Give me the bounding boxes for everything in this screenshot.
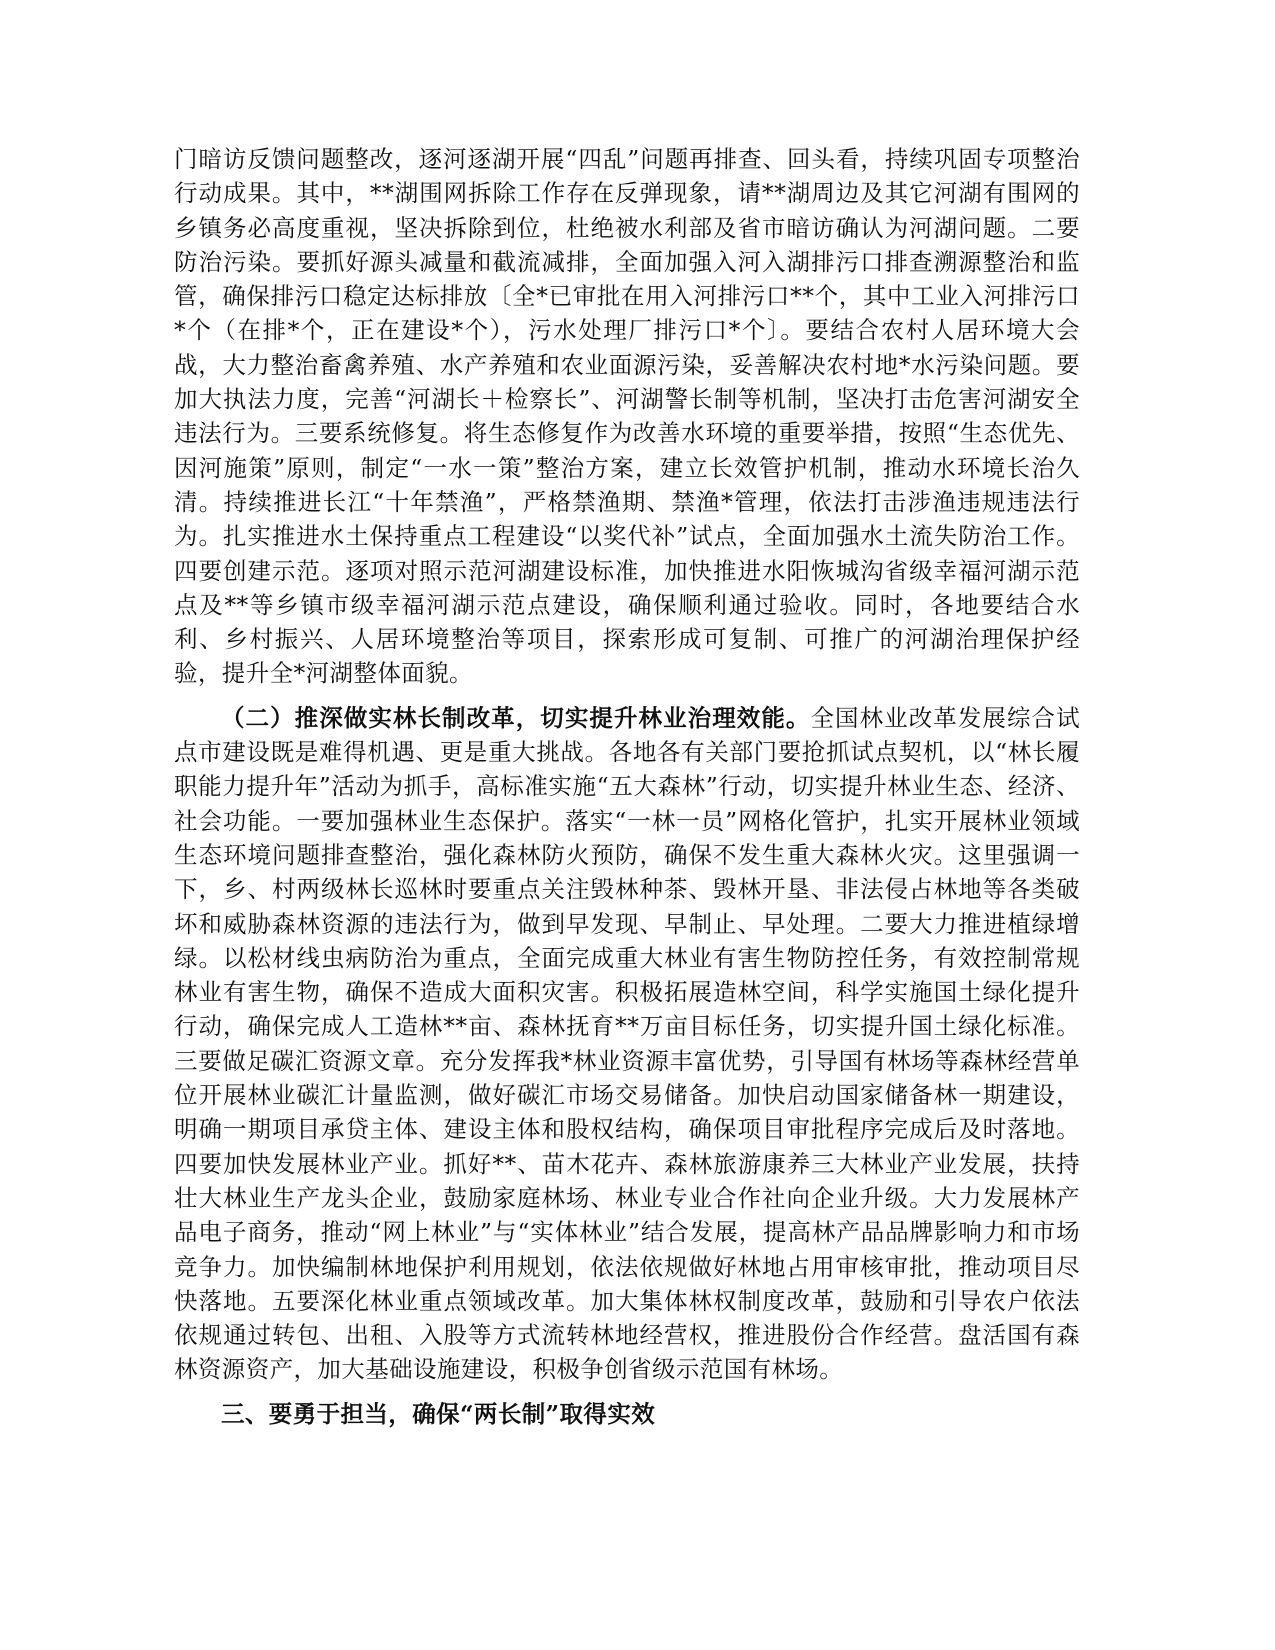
document-page	[174, 142, 1080, 1431]
body-paragraph-water: 门暗访反馈问题整改，逐河逐湖开展“四乱”问题再排查、回头看，持续巩固专项整治行动成果。其中，**湖围网拆除工作存在反弹现象，请**湖周边及其它河湖有围网的乡镇务必高度重视，坚决拆除到位，杜绝被水利部及省市暗访确认为河湖问题。二要防治污染。要抓好源头减量和截流减排，全面加强入河入湖排污口排查溯源整治和监管，确保排污口稳定达标排放〔全*已审批在用入河排污口**个，其中工业入河排污口*个（在排*个，正在建设*个），污水处理厂排污口*个〕。要结合农村人居环境大会战，大力整治畜禽养殖、水产养殖和农业面源污染，妥善解决农村地*水污染问题。要加大执法力度，完善“河湖长＋检察长”、河湖警长制等机制，坚决打击危害河湖安全违法行为。三要系统修复。将生态修复作为改善水环境的重要举措，按照“生态优先、因河施策”原则，制定“一水一策”整治方案，建立长效管护机制，推动水环境长治久清。持续推进长江“十年禁渔”，严格禁渔期、禁渔*管理，依法打击涉渔违规违法行为。扎实推进水土保持重点工程建设“以奖代补”试点，全面加强水土流失防治工作。四要创建示范。逐项对照示范河湖建设标准，加快推进水阳恢城沟省级幸福河湖示范点及**等乡镇市级幸福河湖示范点建设，确保顺利通过验收。同时，各地要结合水利、乡村振兴、人居环境整治等项目，探索形成可复制、可推广的河湖治理保护经验，提升全*河湖整体面貌。	[174, 145, 1080, 688]
forestry-paragraph-text: 全国林业改革发展综合试点市建设既是难得机遇、更是重大挑战。各地各有关部门要抢抓试点契机，以“林长履职能力提升年”活动为抓手，高标准实施“五大森林”行动，切实提升林业生态、经济、社会功能。一要加强林业生态保护。落实“一林一员”网格化管护，扎实开展林业领域生态环境问题排查整治，强化森林防火预防，确保不发生重大森林火灾。这里强调一下，乡、村两级林长巡林时要重点关注毁林种茶、毁林开垦、非法侵占林地等各类破坏和威胁森林资源的违法行为，做到早发现、早制止、早处理。二要大力推进植绿增绿。以松材线虫病防治为重点，全面完成重大林业有害生物防控任务，有效控制常规林业有害生物，确保不造成大面积灾害。积极拓展造林空间，科学实施国土绿化提升行动，确保完成人工造林**亩、森林抚育**万亩目标任务，切实提升国土绿化标准。三要做足碳汇资源文章。充分发挥我*林业资源丰富优势，引导国有林场等森林经营单位开展林业碳汇计量监测，做好碳汇市场交易储备。加快启动国家储备林一期建设，明确一期项目承贷主体、建设主体和股权结构，确保项目审批程序完成后及时落地。四要加快发展林业产业。抓好**、苗木花卉、森林旅游康养三大林业产业发展，扶持壮大林业生产龙头企业，鼓励家庭林场、林业专业合作社向企业升级。大力发展林产品电子商务，推动“网上林业”与“实体林业”结合发展，提高林产品品牌影响力和市场竞争力。加快编制林地保护利用规划，依法依规做好林地占用审核审批，推动项目尽快落地。五要深化林业重点领域改革。加大集体林权制度改革，鼓励和引导农户依法依规通过转包、出租、入股等方式流转林地经营权，推进股份合作经营。盘活国有森林资源资产，加大基础设施建设，积极争创省级示范国有林场。	[174, 703, 1080, 1384]
body-paragraph-forestry	[174, 701, 1080, 1387]
subsection-heading-forestry: （二）推深做实林长制改革，切实提升林业治理效能。	[221, 703, 811, 732]
section-heading: 三、要勇于担当，确保“两长制”取得实效	[221, 1399, 656, 1428]
